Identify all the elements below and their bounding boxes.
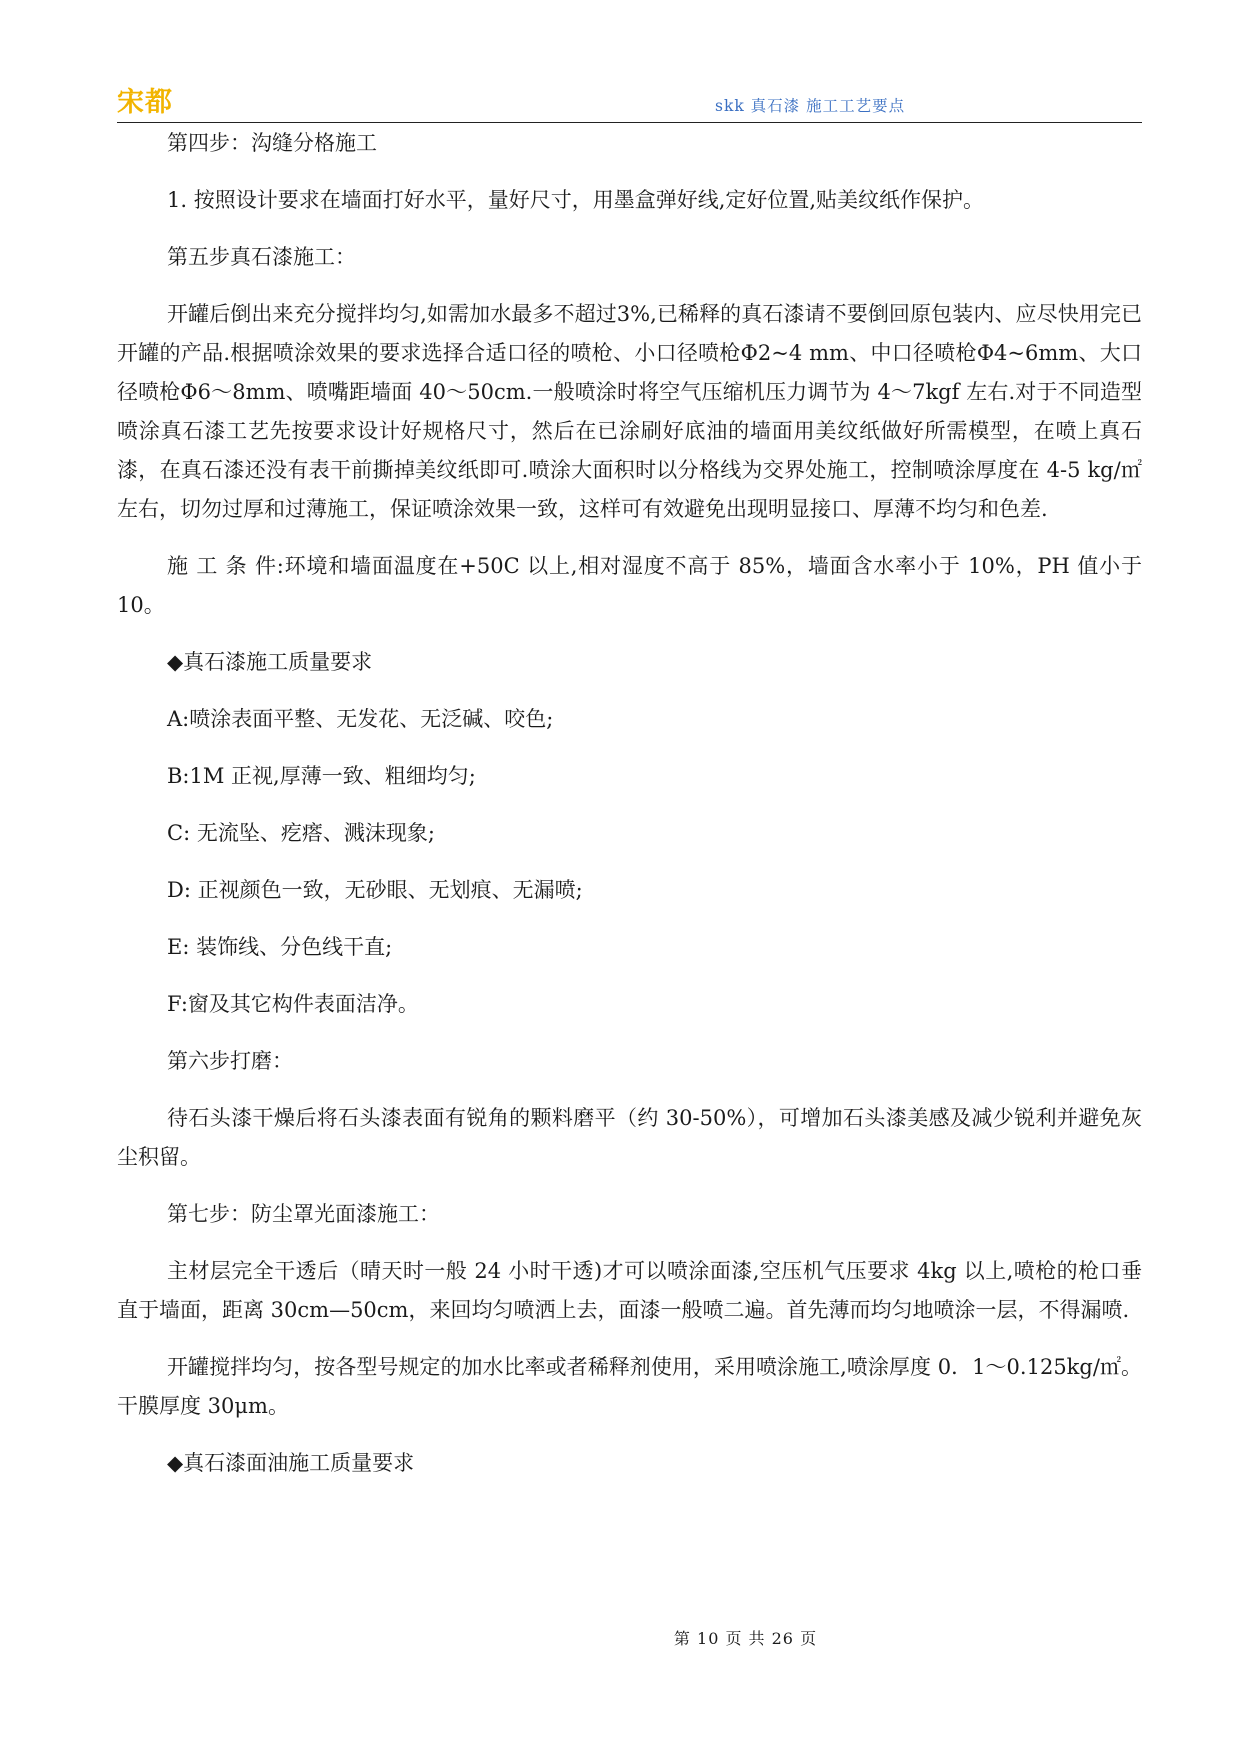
quality-item-d: D: 正视颜色一致，无砂眼、无划痕、无漏喷;: [167, 878, 583, 902]
step5-heading: 第五步真石漆施工：: [167, 245, 356, 269]
step6-body: 待石头漆干燥后将石头漆表面有锐角的颗料磨平（约 30-50%），可增加石头漆美感及减少锐利并避免灰尘积留。: [117, 1106, 1142, 1169]
quality-item-f: F:窗及其它构件表面洁净。: [167, 992, 419, 1016]
document-body: [117, 124, 1142, 1501]
step4-heading: 第四步：沟缝分格施工: [167, 131, 377, 155]
construction-conditions: 施 工 条 件:环境和墙面温度在+50C 以上,相对湿度不高于 85%，墙面含水率小于 10%，PH 值小于 10。: [117, 554, 1142, 617]
page-number: 第 10 页 共 26 页: [673, 1629, 818, 1648]
document-title: skk 真石漆 施工工艺要点: [715, 97, 906, 115]
quality-item-c: C: 无流坠、疙瘩、溅沫现象;: [167, 821, 435, 845]
step7-body-1: 主材层完全干透后（晴天时一般 24 小时干透)才可以喷涂面漆,空压机气压要求 4kg 以上,喷枪的枪口垂直于墙面，距离 30cm—50cm，来回均匀喷洒上去，面漆一般喷二遍。首先薄而均匀地喷涂一层，不得漏喷.: [117, 1259, 1142, 1322]
step6-heading: 第六步打磨：: [167, 1049, 293, 1073]
step7-body-2: 开罐搅拌均匀，按各型号规定的加水比率或者稀释剂使用，采用喷涂施工,喷涂厚度 0．1～0.125kg/㎡。干膜厚度 30μm。: [117, 1355, 1142, 1418]
step7-heading: 第七步：防尘罩光面漆施工：: [167, 1202, 440, 1226]
company-logo: 宋都: [117, 87, 173, 118]
quality-item-e: E: 装饰线、分色线干直;: [167, 935, 393, 959]
step4-item-1: 1. 按照设计要求在墙面打好水平，量好尺寸，用墨盒弹好线,定好位置,贴美纹纸作保护。: [167, 188, 985, 212]
quality-item-a: A:喷涂表面平整、无发花、无泛碱、咬色;: [167, 707, 554, 731]
quality-requirements-heading: ◆真石漆施工质量要求: [167, 650, 373, 674]
page-header: [117, 86, 1142, 123]
topcoat-quality-heading: ◆真石漆面油施工质量要求: [167, 1451, 415, 1475]
step5-body: 开罐后倒出来充分搅拌均匀,如需加水最多不超过3%,已稀释的真石漆请不要倒回原包装内、应尽快用完已开罐的产品.根据喷涂效果的要求选择合适口径的喷枪、小口径喷枪Φ2~4 mm、中口径喷枪Φ4~6mm、大口径喷枪Φ6～8mm、喷嘴距墙面 40～50cm.一般喷涂时将空气压缩机压力调节为 4～7kgf 左右.对于不同造型喷涂真石漆工艺先按要求设计好规格尺寸，然后在已涂刷好底油的墙面用美纹纸做好所需模型，在喷上真石漆，在真石漆还没有表干前撕掉美纹纸即可.喷涂大面积时以分格线为交界处施工，控制喷涂厚度在 4-5 kg/㎡ 左右，切勿过厚和过薄施工，保证喷涂效果一致，这样可有效避免出现明显接口、厚薄不均匀和色差.: [117, 302, 1142, 521]
quality-item-b: B:1M 正视,厚薄一致、粗细均匀;: [167, 764, 476, 788]
